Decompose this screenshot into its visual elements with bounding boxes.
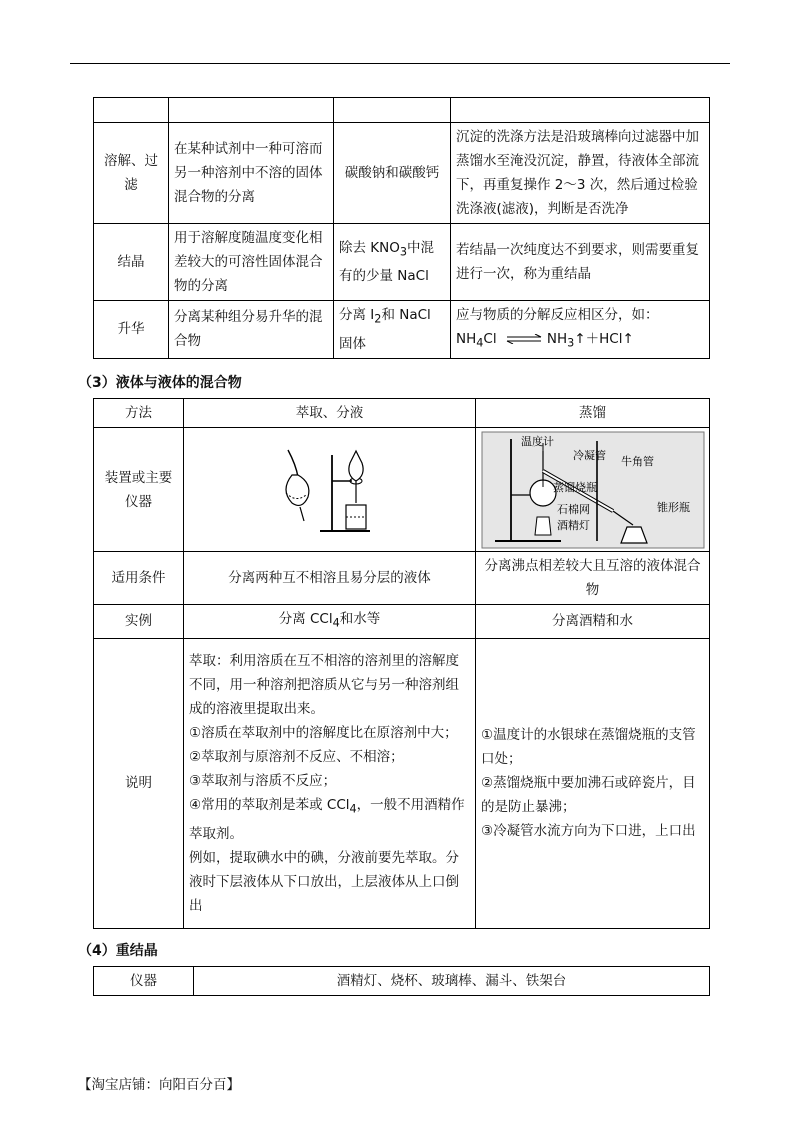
example-cell	[334, 301, 451, 359]
note-paragraph: ①溶质在萃取剂中的溶解度比在原溶剂中大；	[189, 724, 458, 741]
table-row	[94, 224, 710, 301]
note-text: ，一般不用酒精作萃取剂。	[189, 796, 465, 842]
note-line: 应与物质的分解反应相区分，如：	[456, 307, 659, 323]
section-title-recrystallization: （4）重结晶	[78, 943, 158, 959]
example-text: 和水等	[339, 611, 381, 627]
extraction-apparatus	[184, 428, 476, 552]
note-text: ④常用的萃取剂是苯或 CCl	[189, 796, 350, 813]
subscript: 4	[332, 616, 340, 630]
recrystallization-table	[93, 966, 710, 996]
label-condenser: 冷凝管	[573, 448, 606, 462]
reversible-arrow-icon	[505, 334, 543, 344]
notes-cell-distillation	[476, 638, 710, 928]
table-cell	[451, 98, 710, 123]
table-row	[94, 967, 710, 996]
label-alcohol-lamp: 酒精灯	[557, 518, 590, 532]
equation-text: ↑＋HCl↑	[574, 331, 634, 347]
method-cell: 溶解、过滤	[94, 123, 169, 224]
table-row	[94, 552, 710, 605]
example-cell	[184, 605, 476, 639]
table-row	[94, 638, 710, 928]
section-title-liquid: （3）液体与液体的混合物	[78, 375, 242, 391]
footer-shop: 【淘宝店铺：向阳百分百】	[78, 1077, 240, 1093]
conditions-cell: 分离两种互不相溶且易分层的液体	[184, 552, 476, 605]
instruments-cell: 酒精灯、烧杯、玻璃棒、漏斗、铁架台	[194, 967, 710, 996]
table-row	[94, 123, 710, 224]
distillation-diagram	[481, 431, 705, 549]
example-text: 分离 I	[339, 307, 375, 323]
conditions-cell: 分离沸点相差较大且互溶的液体混合物	[476, 552, 710, 605]
table-cell	[169, 98, 334, 123]
label-distilling-flask: 蒸馏烧瓶	[553, 480, 597, 494]
header-rule	[70, 63, 730, 64]
table-row	[94, 301, 710, 359]
applicable-cell: 分离某种组分易升华的混合物	[169, 301, 334, 359]
equation-text: NH	[546, 331, 568, 347]
subscript: 3	[399, 245, 408, 259]
separation-table-solids	[93, 97, 710, 359]
method-cell: 结晶	[94, 224, 169, 301]
equation-text: Cl	[483, 331, 497, 347]
table-row	[94, 98, 710, 123]
example-cell	[334, 224, 451, 301]
notes-cell-extraction	[184, 638, 476, 928]
table-cell	[334, 98, 451, 123]
separation-table-liquids	[93, 398, 710, 929]
header-cell: 萃取、分液	[184, 399, 476, 428]
row-label: 适用条件	[94, 552, 184, 605]
note-cell: 若结晶一次纯度达不到要求，则需要重复进行一次，称为重结晶	[451, 224, 710, 301]
example-text: 中混有的少量 NaCl	[339, 239, 435, 285]
row-label: 实例	[94, 605, 184, 639]
note-paragraph: ③萃取剂与溶质不反应；	[189, 772, 337, 789]
note-paragraph: 例如，提取碘水中的碘，分液前要先萃取。分液时下层液体从下口放出，上层液体从上口倒出	[189, 849, 459, 914]
label-adapter: 牛角管	[621, 454, 654, 468]
label-asbestos: 石棉网	[557, 502, 590, 516]
note-paragraph	[189, 793, 470, 846]
table-row	[94, 605, 710, 639]
example-cell: 碳酸钠和碳酸钙	[334, 123, 451, 224]
row-label: 装置或主要仪器	[94, 428, 184, 552]
decomposition-equation	[456, 327, 704, 356]
row-label: 仪器	[94, 967, 194, 996]
subscript: 3	[567, 336, 575, 350]
note-paragraph: ①温度计的水银球在蒸馏烧瓶的支管口处；	[481, 727, 696, 768]
note-paragraph: ②蒸馏烧瓶中要加沸石或碎瓷片，目的是防止暴沸；	[481, 775, 696, 816]
applicable-cell: 用于溶解度随温度变化相差较大的可溶性固体混合物的分离	[169, 224, 334, 301]
separatory-funnel-diagram	[270, 445, 390, 535]
row-label: 说明	[94, 638, 184, 928]
method-cell: 升华	[94, 301, 169, 359]
example-text: 和 NaCl 固体	[339, 307, 431, 352]
example-cell: 分离酒精和水	[476, 605, 710, 639]
distillation-apparatus	[476, 428, 710, 552]
table-cell	[94, 98, 169, 123]
label-thermometer: 温度计	[521, 434, 554, 448]
note-paragraph: ②萃取剂与原溶剂不反应、不相溶；	[189, 748, 404, 765]
header-cell: 方法	[94, 399, 184, 428]
subscript: 4	[349, 802, 357, 816]
example-text: 除去 KNO	[339, 239, 400, 256]
subscript: 4	[476, 336, 484, 350]
note-paragraph: ③冷凝管水流方向为下口进，上口出	[481, 823, 696, 840]
table-row	[94, 399, 710, 428]
applicable-cell: 在某种试剂中一种可溶而另一种溶剂中不溶的固体混合物的分离	[169, 123, 334, 224]
subscript: 2	[374, 312, 382, 326]
header-cell: 蒸馏	[476, 399, 710, 428]
note-cell: 沉淀的洗涤方法是沿玻璃棒向过滤器中加蒸馏水至淹没沉淀，静置，待液体全部流下，再重复操作 2～3 次，然后通过检验洗涤液(滤液)，判断是否洗净	[451, 123, 710, 224]
note-paragraph: 萃取：利用溶质在互不相溶的溶剂里的溶解度不同，用一种溶剂把溶质从它与另一种溶剂组成的溶液里提取出来。	[189, 652, 459, 717]
equation-text: NH	[456, 331, 477, 347]
table-row	[94, 428, 710, 552]
note-cell	[451, 301, 710, 359]
example-text: 分离 CCl	[278, 611, 333, 627]
label-conical-flask: 锥形瓶	[657, 500, 690, 514]
